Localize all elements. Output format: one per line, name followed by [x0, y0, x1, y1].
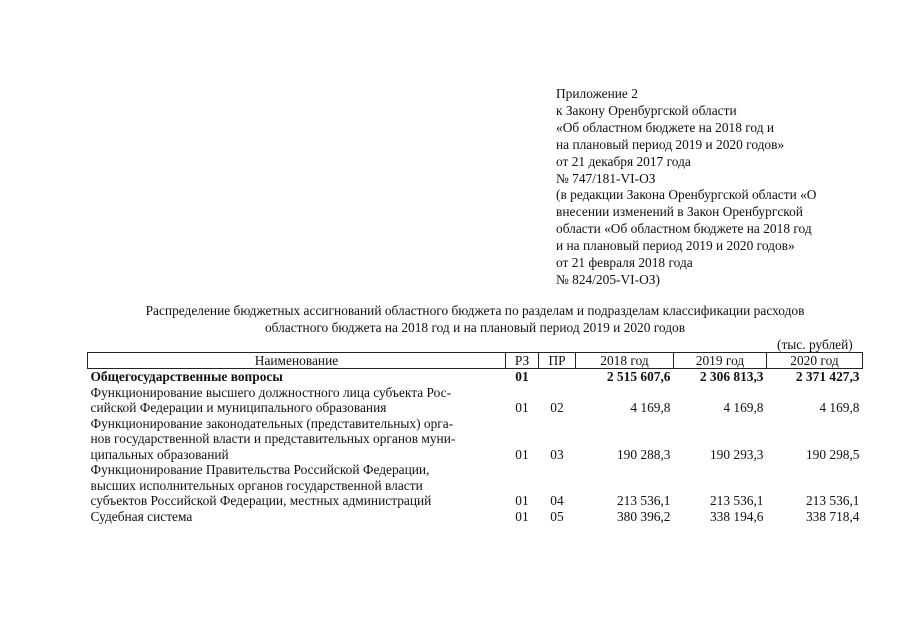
table-body — [88, 369, 863, 525]
appendix-header — [556, 86, 876, 289]
appendix-line: от 21 декабря 2017 года — [556, 153, 691, 169]
row-name — [88, 462, 506, 509]
row-name-line: Судебная система — [90, 508, 193, 524]
row-name — [88, 385, 506, 416]
row-2018: 190 288,3 — [616, 446, 671, 462]
row-name — [88, 416, 506, 463]
col-header-2018: 2018 год — [576, 353, 674, 369]
row-pr: 02 — [550, 400, 564, 415]
row-2019: 338 194,6 — [709, 508, 764, 524]
appendix-line: и на плановый период 2019 и 2020 годов» — [556, 238, 795, 254]
row-rz: 01 — [515, 493, 529, 508]
table-row — [88, 385, 863, 416]
row-2020: 190 298,5 — [805, 446, 860, 462]
row-rz: 01 — [515, 446, 529, 462]
row-name — [88, 369, 506, 385]
appendix-line: «Об областном бюджете на 2018 год и — [556, 119, 775, 135]
row-name-line: Функционирование Правительства Российской Федерации, — [90, 462, 430, 477]
appendix-line: внесении изменений в Закон Оренбургской — [556, 204, 803, 220]
row-name-line: сийской Федерации и муниципального образования — [90, 400, 387, 415]
appendix-line: области «Об областном бюджете на 2018 год — [556, 221, 812, 237]
row-pr: 04 — [550, 493, 564, 508]
row-name-line: нов государственной власти и представительных органов муни- — [90, 431, 456, 446]
appendix-line: № 747/181-VI-ОЗ — [556, 170, 656, 186]
appendix-line: (в редакции Закона Оренбургской области «О — [556, 187, 817, 203]
row-2020: 338 718,4 — [805, 508, 860, 524]
row-name-line: высших исполнительных органов государственной власти — [90, 477, 423, 493]
table-row — [88, 509, 863, 525]
row-2019: 213 536,1 — [709, 493, 764, 508]
row-name — [88, 509, 506, 525]
row-2018: 213 536,1 — [616, 493, 671, 508]
units-label: (тыс. рублей) — [777, 337, 853, 352]
appendix-line: № 824/205-VI-ОЗ) — [556, 271, 660, 287]
row-2019: 190 293,3 — [709, 446, 764, 462]
row-name-line: Функционирование высшего должностного лица субъекта Рос- — [90, 384, 452, 400]
table-row — [88, 462, 863, 509]
row-name-line: субъектов Российской Федерации, местных администраций — [90, 493, 432, 508]
appendix-line: от 21 февраля 2018 года — [556, 255, 693, 271]
row-pr — [539, 369, 576, 385]
col-header-rz: РЗ — [506, 353, 539, 369]
row-rz: 01 — [515, 508, 529, 524]
appendix-line: к Закону Оренбургской области — [556, 102, 737, 118]
table-row — [88, 416, 863, 463]
row-2019: 4 169,8 — [723, 400, 764, 415]
row-name-line: Функционирование законодательных (представительных) орга- — [90, 415, 454, 431]
title-line: Распределение бюджетных ассигнований областного бюджета по разделам и подразделам классификации расходов — [145, 303, 805, 318]
row-2019: 2 306 813,3 — [699, 369, 764, 384]
budget-table — [87, 352, 863, 524]
col-header-pr: ПР — [539, 353, 576, 369]
appendix-line: Приложение 2 — [556, 86, 638, 101]
title-line: областного бюджета на 2018 год и на плановый период 2019 и 2020 годов — [264, 319, 686, 335]
document-title — [60, 303, 890, 336]
row-2020: 2 371 427,3 — [795, 369, 860, 384]
row-rz: 01 — [515, 400, 529, 415]
row-pr: 03 — [550, 446, 564, 462]
col-header-name: Наименование — [88, 353, 506, 369]
row-name-line: ципальных образований — [90, 446, 229, 462]
row-2018: 4 169,8 — [630, 400, 671, 415]
row-rz: 01 — [515, 369, 529, 384]
table-row — [88, 369, 863, 385]
row-2020: 213 536,1 — [805, 493, 860, 508]
row-2018: 2 515 607,6 — [606, 369, 671, 384]
row-2018: 380 396,2 — [616, 508, 671, 524]
table-header-row — [88, 353, 863, 369]
col-header-2020: 2020 год — [767, 353, 863, 369]
row-name-line: Общегосударственные вопросы — [90, 369, 283, 384]
row-pr: 05 — [550, 508, 564, 524]
row-2020: 4 169,8 — [819, 400, 860, 415]
col-header-2019: 2019 год — [674, 353, 767, 369]
appendix-line: на плановый период 2019 и 2020 годов» — [556, 136, 785, 152]
